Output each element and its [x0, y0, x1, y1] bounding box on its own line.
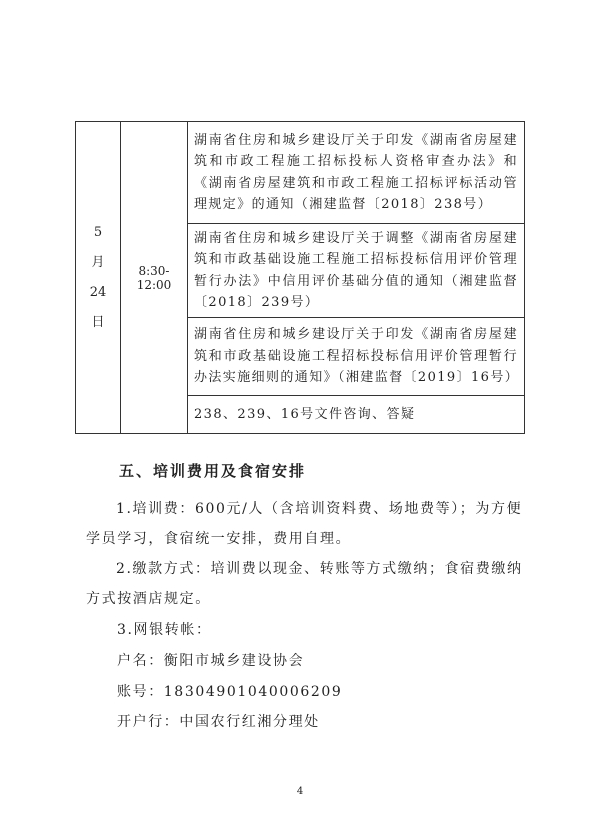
date-cell	[76, 122, 121, 434]
date-day-char: 日	[91, 314, 105, 330]
schedule-table	[75, 121, 525, 434]
doc-row-238: 湖南省住房和城乡建设厅关于印发《湖南省房屋建筑和市政工程施工招标投标人资格审查办法》和《湖南省房屋建筑和市政工程施工招标评标活动管理规定》的通知（湘建监督〔2018〕238号）	[188, 122, 525, 224]
date-day-number: 24	[89, 284, 107, 300]
payment-method-paragraph: 2.缴款方式：培训费以现金、转账等方式缴纳；食宿费缴纳方式按酒店规定。	[86, 561, 523, 607]
date-month-number: 5	[93, 224, 103, 240]
account-name-line: 户名：衡阳市城乡建设协会	[117, 653, 305, 669]
doc-row-qa: 238、239、16号文件咨询、答疑	[188, 396, 525, 434]
training-fee-paragraph: 1.培训费：600元/人（含培训资料费、场地费等）；为方便学员学习，食宿统一安排，费用自理。	[86, 501, 523, 547]
page-number: 4	[296, 786, 304, 797]
account-number-line: 账号：18304901040006209	[117, 684, 343, 700]
doc-row-16: 湖南省住房和城乡建设厅关于印发《湖南省房屋建筑和市政基础设施工程招标投标信用评价管理暂行办法实施细则的通知》（湘建监督〔2019〕16号）	[188, 318, 525, 396]
bank-transfer-heading: 3.网银转帐：	[117, 622, 212, 638]
date-month-char: 月	[91, 254, 105, 270]
doc-row-239: 湖南省住房和城乡建设厅关于调整《湖南省房屋建筑和市政基础设施工程施工招标投标信用评价管理暂行办法》中信用评价基础分值的通知（湘建监督〔2018〕239号）	[188, 224, 525, 318]
section-heading: 五、培训费用及食宿安排	[119, 462, 307, 480]
time-cell: 8:30-12:00	[121, 122, 188, 434]
bank-branch-line: 开户行：中国农行红湘分理处	[117, 714, 320, 730]
